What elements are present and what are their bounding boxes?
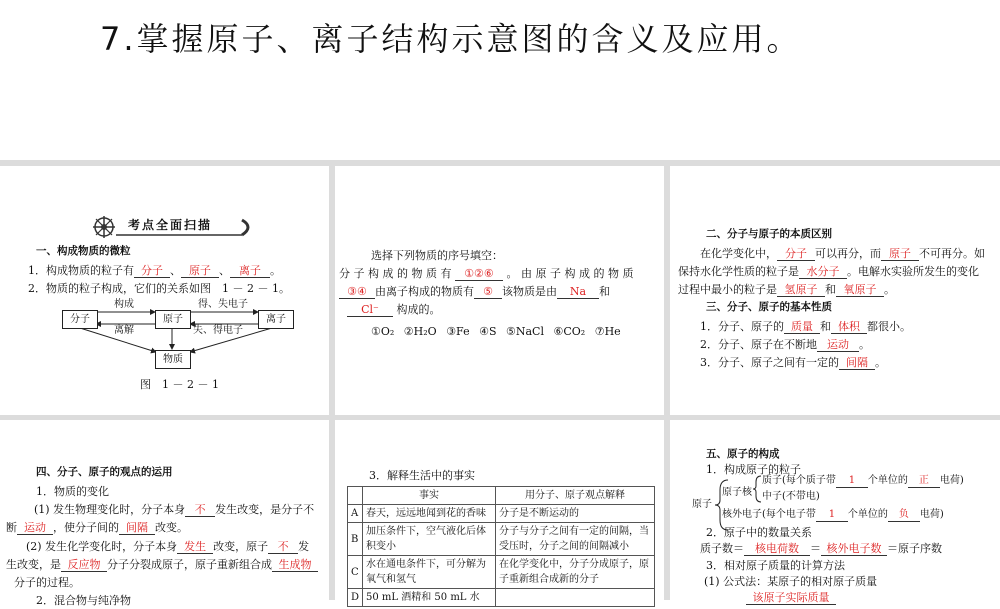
text: 核外电子(每个电子带	[722, 509, 816, 520]
text: 在化学变化中，	[700, 247, 777, 260]
text: 改变，原子	[213, 540, 269, 553]
change-line-3	[26, 538, 309, 555]
property-line-2	[700, 336, 870, 353]
sub-heading: 3．相对原子质量的计算方法	[706, 559, 845, 572]
text: 。电解水实验所发生的变化	[847, 265, 979, 278]
text: 。	[859, 338, 870, 351]
label-lose-gain: 失、得电子	[193, 325, 243, 336]
electron-line	[722, 506, 944, 523]
row-key: A	[348, 505, 363, 523]
section-heading-5: 五、原子的构成	[706, 448, 780, 460]
text: 和	[599, 285, 610, 298]
answer-blank: 氧原子	[836, 283, 884, 297]
option-item: ①O₂	[371, 325, 395, 338]
question-line-2	[339, 283, 610, 300]
table-header-row	[348, 487, 655, 505]
header-fact: 事实	[363, 487, 496, 505]
option-item: ③Fe	[446, 325, 470, 338]
section-heading-1: 一、构成物质的微粒	[36, 245, 131, 257]
proton-line	[762, 472, 964, 489]
header-key	[348, 487, 363, 505]
answer-blank: 核电荷数	[744, 542, 810, 556]
header-explain: 用分子、原子观点解释	[496, 487, 655, 505]
panel-particles	[0, 166, 329, 415]
answer-blank: Cl⁻	[347, 303, 393, 317]
change-line-6: 2．混合物与纯净物	[36, 594, 131, 607]
row-fact: 50 mL 酒精和 50 mL 水	[363, 589, 496, 607]
property-line-3	[700, 354, 886, 371]
text: 、	[170, 264, 181, 277]
answer-blank: 负	[888, 508, 920, 522]
table-row	[348, 556, 655, 589]
panel-applications	[0, 420, 329, 607]
figure-caption: 图 1 － 2 － 1	[140, 378, 219, 391]
instruction: 选择下列物质的序号填空：	[371, 249, 503, 262]
slide-grid	[0, 160, 1000, 607]
text: 2．分子、原子在不断地	[700, 338, 817, 351]
row-explain: 在化学变化中，分子分成原子，原子重新组合成新的分子	[496, 556, 655, 589]
text: 构成的。	[396, 303, 441, 316]
box-atom: 原子	[155, 310, 191, 329]
row-fact: 加压条件下，空气液化后体积变小	[363, 523, 496, 556]
box-ion: 离子	[258, 310, 294, 329]
section-heading-4: 四、分子、原子的观点的运用	[36, 466, 173, 478]
answer-blank: ①②⑥	[455, 267, 503, 281]
brace-icon	[752, 475, 762, 503]
row-explain: 分子与分子之间有一定的间隔，当受压时，分子之间的间隔减小	[496, 523, 655, 556]
text: 发	[298, 540, 310, 553]
text: 都很小。	[867, 320, 911, 333]
option-item: ②H₂O	[403, 325, 437, 338]
text: 个单位的	[847, 509, 888, 520]
text: 1．分子、原子的	[700, 320, 784, 333]
text: 个单位的	[867, 475, 908, 486]
option-item: ⑦He	[594, 325, 621, 338]
banner-title: 考点全面扫描	[128, 218, 213, 232]
sub-heading: 1．构成原子的粒子	[706, 463, 801, 476]
text: ＝	[810, 542, 821, 555]
label-gain-lose: 得、失电子	[198, 299, 248, 310]
option-item: ④S	[479, 325, 497, 338]
answer-blank: 正	[908, 474, 940, 488]
text: ，使分子间的	[53, 521, 119, 534]
answer-blank: 质量	[784, 320, 820, 334]
text: 、	[219, 264, 230, 277]
neutron-line: 中子(不带电)	[762, 491, 820, 502]
box-molecule: 分子	[62, 310, 98, 329]
row-explain: 分子是不断运动的	[496, 505, 655, 523]
box-matter: 物质	[155, 350, 191, 369]
text: 3．分子、原子之间有一定的	[700, 356, 839, 369]
row-key: D	[348, 589, 363, 607]
question-line-1	[339, 265, 633, 282]
answer-blank: ⑤	[474, 285, 502, 299]
formula-answer	[746, 589, 836, 606]
diff-line-2	[678, 263, 979, 280]
text: 。 由 原 子 构 成 的 物 质	[506, 267, 634, 280]
text: 生改变，是	[6, 558, 61, 571]
text: 过程中最小的粒子是	[678, 283, 777, 296]
facts-table	[347, 486, 655, 607]
text: 。	[270, 264, 281, 277]
answer-blank: 水分子	[799, 265, 847, 279]
answer-blank: 不	[185, 503, 215, 517]
panel-atom-structure	[670, 420, 1000, 604]
change-line-5: 分子的过程。	[14, 576, 80, 589]
text: 发生改变，是分子不	[215, 503, 315, 516]
answer-blank: 生成物	[272, 558, 318, 572]
text: 保持水化学性质的粒子是	[678, 265, 799, 278]
option-item: ⑤NaCl	[506, 325, 544, 338]
label-decompose: 离解	[114, 325, 134, 336]
answer-blank: Na	[557, 285, 599, 299]
table-row	[348, 505, 655, 523]
row-fact: 水在通电条件下，可分解为氧气和氢气	[363, 556, 496, 589]
diff-line-3	[678, 281, 895, 298]
panel-facts-table	[335, 420, 664, 603]
page-title: 7.掌握原子、离子结构示意图的含义及应用。	[100, 20, 802, 58]
text: 和	[820, 320, 831, 333]
label-atom: 原子	[692, 499, 712, 510]
text: (1) 发生物理变化时，分子本身	[34, 503, 186, 516]
answer-blank: 运动	[17, 521, 53, 535]
sub-heading: 2．原子中的数量关系	[706, 526, 812, 539]
section-heading-2: 二、分子与原子的本质区别	[706, 228, 832, 240]
answer-blank: 核外电子数	[821, 542, 887, 556]
answer-blank: 分子	[777, 247, 815, 261]
answer-blank: 氢原子	[777, 283, 825, 297]
answer-blank: ③④	[339, 285, 375, 299]
text: 分 子 构 成 的 物 质 有	[339, 267, 452, 280]
table-row	[348, 589, 655, 607]
diff-line-1	[700, 245, 985, 262]
change-line-2	[6, 519, 188, 536]
question-line-3	[347, 301, 441, 318]
text: ＝原子序数	[887, 542, 942, 555]
text: 该物质是由	[502, 285, 557, 298]
text: 不可再分。如	[919, 247, 985, 260]
section-heading-3: 三、分子、原子的基本性质	[706, 301, 832, 313]
options-list	[371, 323, 621, 340]
answer-blank: 间隔	[839, 356, 875, 370]
answer-blank: 间隔	[119, 521, 155, 535]
text: 电荷)	[919, 509, 944, 520]
panel-molecule-atom	[670, 166, 1000, 415]
text: 改变。	[155, 521, 188, 534]
sub-heading: 1．物质的变化	[36, 485, 109, 498]
answer-blank: 分子	[134, 264, 170, 278]
row-key: C	[348, 556, 363, 589]
label-compose: 构成	[114, 299, 134, 310]
text: 。	[875, 356, 886, 369]
row-fact: 春天，远远地闻到花的香味	[363, 505, 496, 523]
answer-blank: 原子	[181, 264, 219, 278]
answer-blank: 原子	[881, 247, 919, 261]
property-line-1	[700, 318, 911, 335]
text: 质子(每个质子带	[762, 475, 836, 486]
answer-blank: 1	[836, 474, 868, 488]
row-explain	[496, 589, 655, 607]
change-line-4	[6, 556, 318, 573]
text: 。	[884, 283, 895, 296]
text: (2) 发生化学变化时，分子本身	[26, 540, 178, 553]
answer-blank: 1	[816, 508, 848, 522]
relation-line: 2．物质的粒子构成，它们的关系如图 1 － 2 － 1。	[28, 282, 290, 295]
text: 质子数＝	[700, 542, 744, 555]
text: 由离子构成的物质有	[375, 285, 474, 298]
option-item: ⑥CO₂	[553, 325, 586, 338]
answer-blank: 体积	[831, 320, 867, 334]
text: 可以再分，而	[815, 247, 881, 260]
table-heading: 3．解释生活中的事实	[369, 469, 475, 482]
answer-blank: 该原子实际质量	[746, 591, 836, 605]
change-line-1	[34, 501, 314, 518]
quantity-relation	[700, 540, 942, 557]
formula-line: (1) 公式法：某原子的相对原子质量	[704, 575, 878, 588]
text: 1．构成物质的粒子有	[28, 264, 134, 277]
particles-line	[28, 262, 281, 279]
answer-blank: 运动	[817, 338, 859, 352]
answer-blank: 离子	[230, 264, 270, 278]
panel-fill-blank	[335, 166, 664, 415]
label-nucleus: 原子核	[722, 487, 752, 498]
text: 断	[6, 521, 17, 534]
text: 电荷)	[939, 475, 964, 486]
answer-blank: 不	[268, 540, 298, 554]
text: 和	[825, 283, 836, 296]
answer-blank: 反应物	[61, 558, 107, 572]
row-key: B	[348, 523, 363, 556]
answer-blank: 发生	[177, 540, 213, 554]
table-row	[348, 523, 655, 556]
text: 分子分裂成原子，原子重新组合成	[107, 558, 272, 571]
